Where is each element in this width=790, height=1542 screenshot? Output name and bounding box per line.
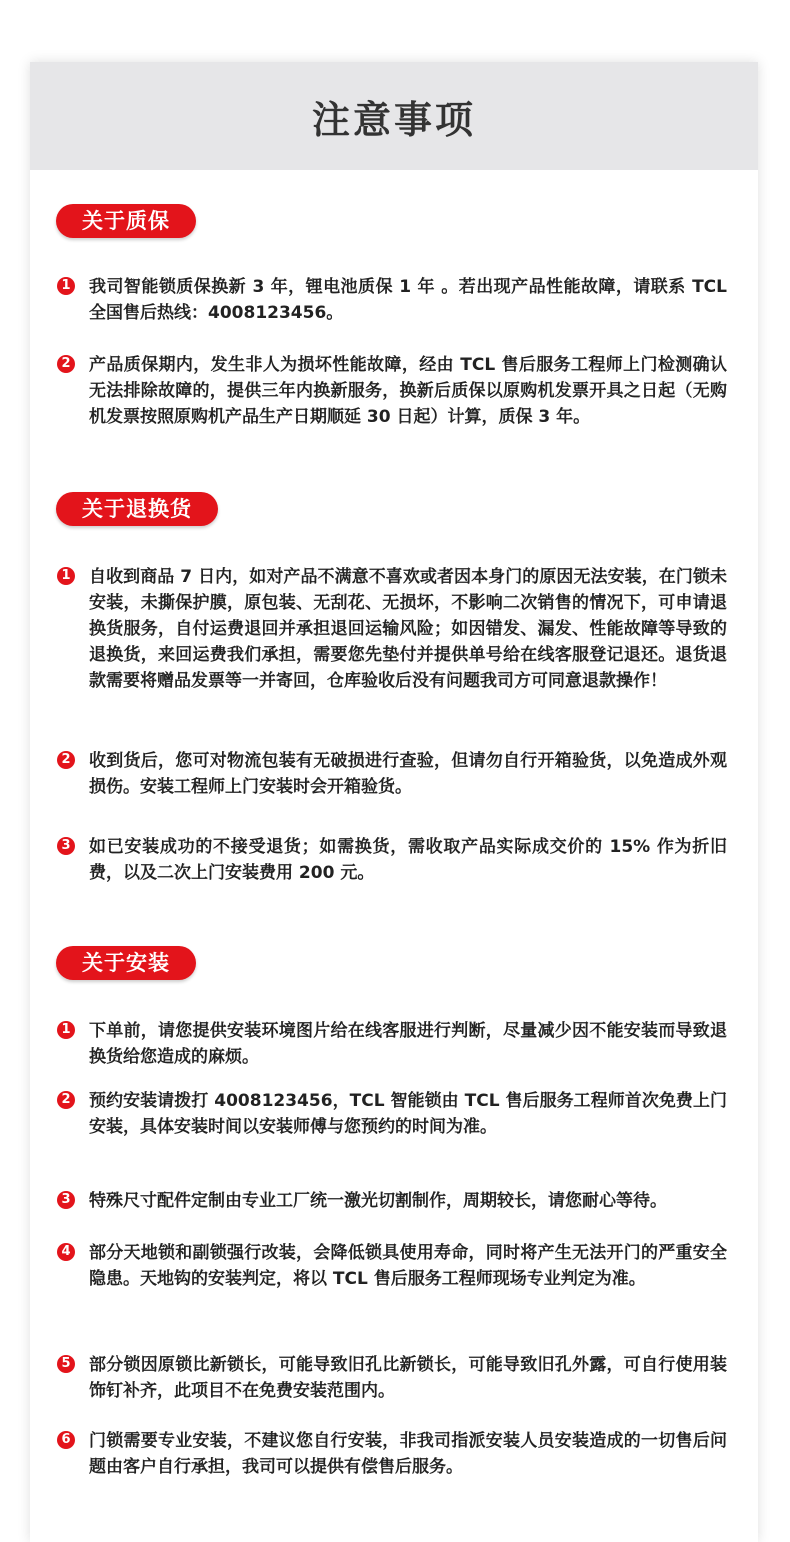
list-item — [57, 1088, 727, 1140]
item-number-badge: 3 — [57, 1191, 75, 1209]
header-bar — [30, 62, 758, 170]
item-text: 下单前，请您提供安装环境图片给在线客服进行判断，尽量减少因不能安装而导致退换货给您造成的麻烦。 — [89, 1021, 727, 1067]
section-label-installation: 关于安装 — [56, 946, 196, 980]
notice-card — [30, 62, 758, 1542]
item-text: 特殊尺寸配件定制由专业工厂统一激光切割制作，周期较长，请您耐心等待。 — [89, 1191, 667, 1211]
item-number-badge: 5 — [57, 1355, 75, 1373]
page-title: 注意事项 — [311, 97, 476, 142]
item-number-badge: 3 — [57, 837, 75, 855]
list-item — [57, 748, 727, 800]
item-text: 如已安装成功的不接受退货；如需换货，需收取产品实际成交价的 15% 作为折旧费，以及二次上门安装费用 200 元。 — [89, 837, 727, 883]
item-number-badge: 2 — [57, 355, 75, 373]
item-number-badge: 1 — [57, 277, 75, 295]
list-item — [57, 564, 727, 694]
item-text: 部分天地锁和副锁强行改装，会降低锁具使用寿命，同时将产生无法开门的严重安全隐患。天地钩的安装判定，将以 TCL 售后服务工程师现场专业判定为准。 — [89, 1243, 727, 1289]
section-label-warranty: 关于质保 — [56, 204, 196, 238]
item-number-badge: 2 — [57, 1091, 75, 1109]
list-item — [57, 834, 727, 886]
list-item — [57, 352, 727, 430]
list-item — [57, 274, 727, 326]
list-item — [57, 1240, 727, 1292]
item-number-badge: 1 — [57, 567, 75, 585]
item-text: 我司智能锁质保换新 3 年，锂电池质保 1 年 。若出现产品性能故障，请联系 TCL 全国售后热线：4008123456。 — [89, 277, 727, 323]
item-number-badge: 6 — [57, 1431, 75, 1449]
item-number-badge: 1 — [57, 1021, 75, 1039]
list-item — [57, 1352, 727, 1404]
item-text: 预约安装请拨打 4008123456，TCL 智能锁由 TCL 售后服务工程师首次免费上门安装，具体安装时间以安装师傅与您预约的时间为准。 — [89, 1091, 727, 1137]
item-text: 自收到商品 7 日内，如对产品不满意不喜欢或者因本身门的原因无法安装，在门锁未安装，未撕保护膜，原包装、无刮花、无损坏，不影响二次销售的情况下，可申请退换货服务，自付运费退回并承担退回运输风险；如因错发、漏发、性能故障等导致的退换货，来回运费我们承担，需要您先垫付并提供单号给在线客服登记退还。退货退款需要将赠品发票等一并寄回，仓库验收后没有问题我司方可同意退款操作！ — [89, 567, 727, 691]
section-label-returns: 关于退换货 — [56, 492, 218, 526]
list-item — [57, 1188, 727, 1214]
item-text: 门锁需要专业安装，不建议您自行安装，非我司指派安装人员安装造成的一切售后问题由客户自行承担，我司可以提供有偿售后服务。 — [89, 1431, 727, 1477]
item-text: 收到货后，您可对物流包装有无破损进行查验，但请勿自行开箱验货，以免造成外观损伤。安装工程师上门安装时会开箱验货。 — [89, 751, 727, 797]
list-item — [57, 1018, 727, 1070]
item-number-badge: 2 — [57, 751, 75, 769]
item-text: 部分锁因原锁比新锁长，可能导致旧孔比新锁长，可能导致旧孔外露，可自行使用装饰钉补齐，此项目不在免费安装范围内。 — [89, 1355, 727, 1401]
list-item — [57, 1428, 727, 1480]
item-number-badge: 4 — [57, 1243, 75, 1261]
item-text: 产品质保期内，发生非人为损坏性能故障，经由 TCL 售后服务工程师上门检测确认无法排除故障的，提供三年内换新服务，换新后质保以原购机发票开具之日起（无购机发票按照原购机产品生产日期顺延 30 日起）计算，质保 3 年。 — [89, 355, 727, 427]
